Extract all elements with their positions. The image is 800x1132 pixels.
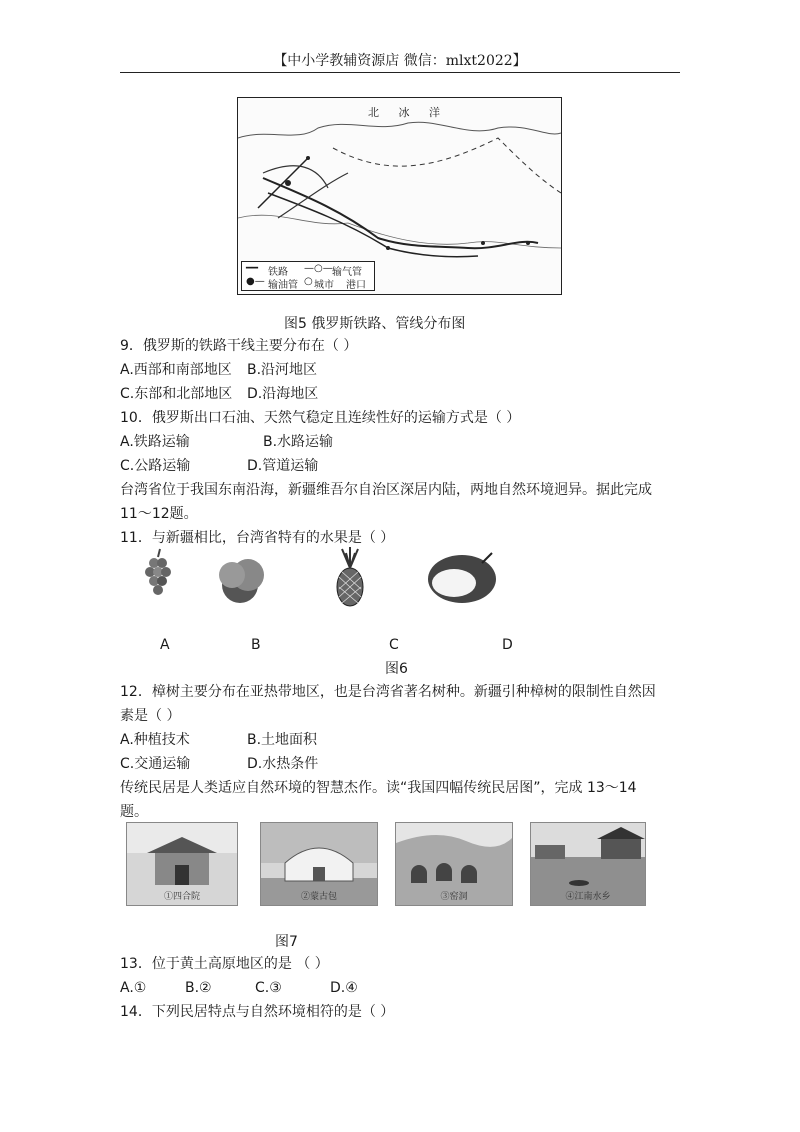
fruit-label-b: B — [251, 637, 261, 653]
q13-stem: 13．位于黄土高原地区的是 （ ） — [120, 956, 329, 972]
q12-stem: 12．樟树主要分布在亚热带地区，也是台湾省著名树种。新疆引种樟树的限制性自然因 — [120, 684, 656, 700]
q9-option-c: C.东部和北部地区 — [120, 386, 233, 402]
house-photo-cave — [395, 822, 513, 906]
q10-option-a: A.铁路运输 — [120, 434, 190, 450]
pineapple-icon — [337, 547, 363, 606]
fig6-caption: 图6 — [385, 661, 408, 677]
q12-option-b: B.土地面积 — [247, 732, 318, 748]
legend-gas-pipe: 输气管 — [332, 267, 362, 278]
q13-option-b: B.② — [185, 980, 212, 996]
mangosteen-icon — [428, 553, 496, 603]
intro-houses-line1: 传统民居是人类适应自然环境的智慧杰作。读“我国四幅传统民居图”，完成 13～14 — [120, 780, 637, 796]
q9-option-a: A.西部和南部地区 — [120, 362, 232, 378]
sea-label: 北 冰 洋 — [368, 106, 448, 119]
house-caption-4: ④江南水乡 — [565, 892, 611, 902]
intro-taiwan-line1: 台湾省位于我国东南沿海，新疆维吾尔自治区深居内陆，两地自然环境迥异。据此完成 — [120, 482, 652, 498]
house-caption-1: ①四合院 — [163, 892, 200, 902]
q11-stem: 11．与新疆相比，台湾省特有的水果是（ ） — [120, 530, 395, 546]
russia-map — [237, 97, 562, 295]
q12-option-a: A.种植技术 — [120, 732, 190, 748]
header-divider — [120, 72, 680, 73]
q12-option-c: C.交通运输 — [120, 756, 191, 772]
grape-icon — [145, 549, 171, 595]
q9-option-d: D.沿海地区 — [247, 386, 319, 402]
house-photo-siheyuan — [126, 822, 238, 906]
q13-option-a: A.① — [120, 980, 147, 996]
q9-option-b: B.沿河地区 — [247, 362, 318, 378]
q13-option-c: C.③ — [255, 980, 282, 996]
fig5-caption: 图5 俄罗斯铁路、管线分布图 — [284, 316, 466, 332]
q10-option-b: B.水路运输 — [263, 434, 334, 450]
intro-houses-line2: 题。 — [120, 804, 148, 820]
apple-icon — [219, 559, 264, 603]
fruit-images — [120, 545, 640, 615]
fruit-label-c: C — [389, 637, 399, 653]
intro-taiwan-line2: 11～12题。 — [120, 506, 198, 522]
q14-stem: 14．下列民居特点与自然环境相符的是（ ） — [120, 1004, 395, 1020]
house-photo-water-town — [530, 822, 646, 906]
fruit-label-a: A — [160, 637, 170, 653]
house-photo-yurt — [260, 822, 378, 906]
fig7-caption: 图7 — [275, 934, 298, 950]
q10-option-d: D.管道运输 — [247, 458, 319, 474]
q13-option-d: D.④ — [330, 980, 358, 996]
page-header: 【中小学教辅资源店 微信：mlxt2022】 — [273, 53, 527, 69]
q9-stem: 9．俄罗斯的铁路干线主要分布在（ ） — [120, 338, 358, 354]
map-legend: ━━ 铁路 —○— 输气管 ●— 输油管 ○ 城市 港口 — [241, 261, 375, 291]
legend-railway: 铁路 — [268, 267, 288, 278]
q12-option-d: D.水热条件 — [247, 756, 319, 772]
house-caption-3: ③窑洞 — [440, 892, 468, 902]
q10-stem: 10．俄罗斯出口石油、天然气稳定且连续性好的运输方式是（ ） — [120, 410, 521, 426]
legend-port: 港口 — [346, 280, 366, 291]
q10-option-c: C.公路运输 — [120, 458, 191, 474]
legend-oil-pipe: 输油管 — [268, 280, 298, 291]
house-caption-2: ②蒙古包 — [300, 892, 337, 902]
q12-stem-cont: 素是（ ） — [120, 708, 181, 724]
legend-city: 城市 — [314, 280, 334, 291]
fruit-label-d: D — [502, 637, 513, 653]
